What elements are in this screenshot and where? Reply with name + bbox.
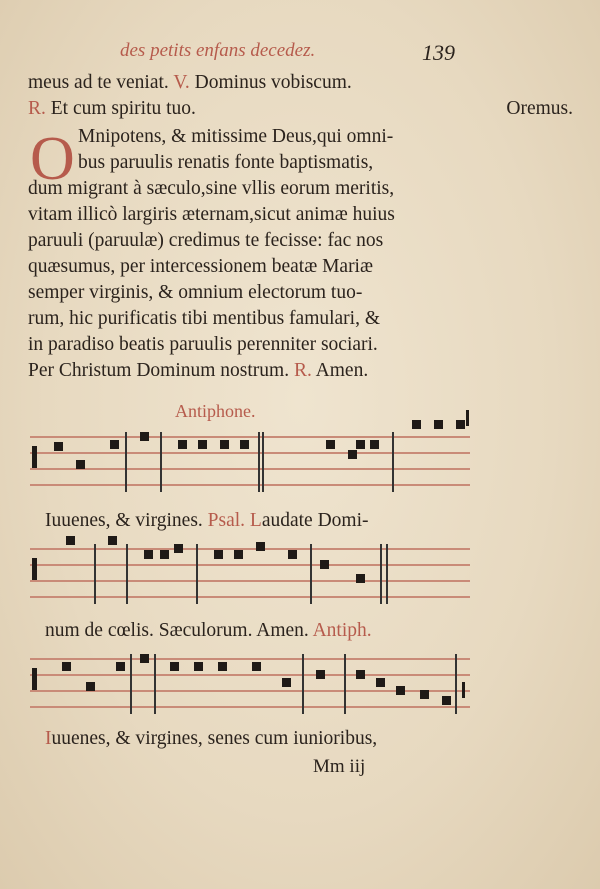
text-line-3: Mnipotens, & mitissime Deus,qui omni- — [78, 126, 394, 147]
lyric-line-2: num de cœlis. Sæculorum. Amen. Antiph. — [45, 620, 372, 641]
response-mark: R. — [293, 360, 312, 381]
page-number: 139 — [422, 40, 455, 65]
oremus: Oremus. — [506, 98, 573, 119]
music-staff-1 — [30, 432, 470, 492]
text-line-1: meus ad te veniat. V. Dominus vobiscum. — [28, 72, 352, 93]
antiphon-label: Antiphone. — [175, 401, 256, 421]
response-mark: R. — [28, 98, 46, 119]
text-line-6: vitam illicò largiris æternam,sicut animæ huius — [28, 204, 395, 225]
antiphon-rubric: Antiph. — [312, 620, 372, 641]
lyric-line-3: Iuuenes, & virgines, senes cum iunioribus, — [45, 728, 378, 749]
text-line-11: in paradiso beatis paruulis perenniter sociari. — [28, 334, 378, 355]
text-line-2: R. Et cum spiritu tuo. Oremus. — [28, 96, 573, 122]
text-line-5: dum migrant à sæculo,sine vllis eorum meritis, — [28, 178, 395, 199]
text-line-9: semper virginis, & omnium electorum tuo- — [28, 282, 363, 303]
versicle-mark: V. — [173, 72, 190, 93]
running-head: des petits enfans decedez. — [120, 40, 316, 61]
text-line-4: bus paruulis renatis fonte baptismatis, — [78, 152, 374, 173]
psalm-rubric: Psal. L — [207, 510, 262, 531]
text-line-7: paruuli (paruulæ) credimus te fecisse: fac nos — [28, 230, 384, 251]
text-line-10: rum, hic purificatis tibi mentibus famulari, & — [28, 308, 381, 329]
lyric-line-1: Iuuenes, & virgines. Psal. Laudate Domi- — [45, 510, 369, 531]
music-staff-2 — [30, 544, 470, 604]
text-line-8: quæsumus, per intercessionem beatæ Mariæ — [28, 256, 373, 277]
text-line-12: Per Christum Dominum nostrum. R. Amen. — [28, 360, 369, 381]
music-staff-3 — [30, 654, 470, 714]
signature-mark: Mm iij — [313, 756, 366, 777]
drop-capital: O — [30, 125, 75, 193]
initial-letter: I — [45, 728, 52, 749]
